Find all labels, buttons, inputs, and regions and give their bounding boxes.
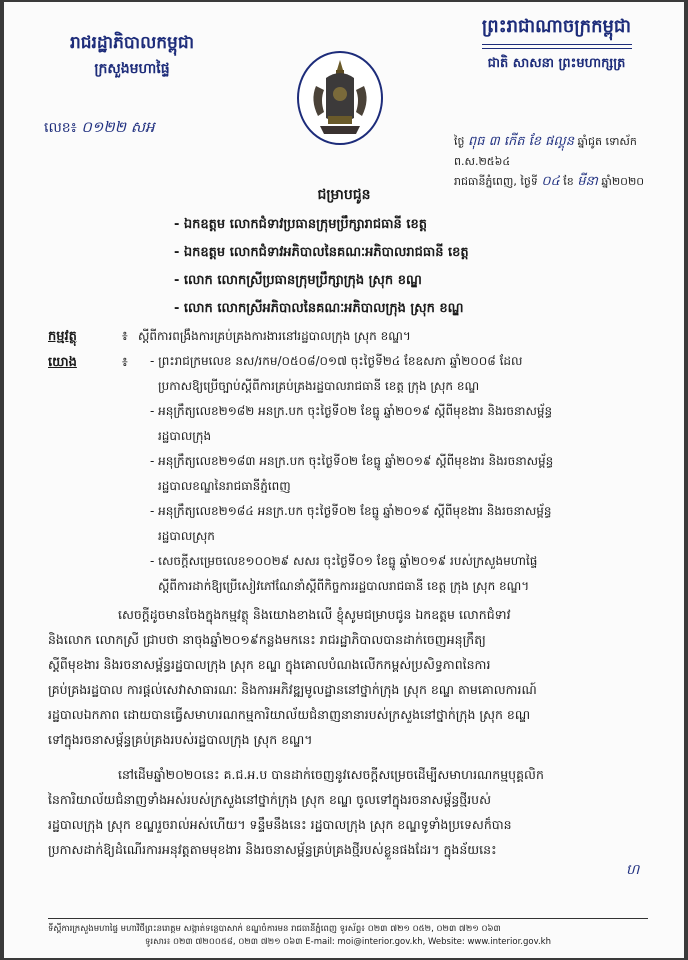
solar-prefix: រាជធានីភ្នំពេញ, ថ្ងៃទី: [454, 175, 538, 188]
footer-contact: ទូរសារ៖ ០២៣ ៧២០០៥៨, ០២៣ ៧២១ ០៦៣ E-mail: moi@interior.gov.kh, Website: www.interior.gov.kh: [145, 937, 551, 947]
reference-line: - អនុក្រឹត្យលេខ២១៨៤ អនក្រ.បក ចុះថ្ងៃទី០២ ខែធ្នូ ឆ្នាំ២០១៩ ស្តីពីមុខងារ និងរចនាសម្ព័ន្ធ: [150, 504, 552, 518]
reference-item: [150, 349, 670, 399]
reference-item: [150, 449, 670, 499]
paragraph-line: សេចក្តីដូចមានចែងក្នុងកម្មវត្ថុ និងយោងខាងលើ ខ្ញុំសូមជម្រាបជូន ឯកឧត្តម លោកជំទាវ: [118, 607, 511, 622]
reference-item: [150, 549, 670, 599]
reference-label: យោង: [48, 355, 77, 370]
document-page: [4, 2, 684, 958]
solar-year: ឆ្នាំ២០២០: [601, 175, 645, 188]
letter-title: ជម្រាបជូន: [317, 187, 371, 203]
paragraph-line: ប្រកាសដាក់ឱ្យដំណើរការអនុវត្តតាមមុខងារ និងរចនាសម្ព័ន្ធគ្រប់គ្រងថ្មីរបស់ខ្លួនផងដែរ។ ក្នុងន័យនេះ: [48, 842, 497, 857]
body-paragraph-1: [48, 602, 664, 752]
solar-day: ០៤: [541, 174, 560, 189]
paragraph-line: នៅដើមឆ្នាំ២០២០នេះ គ.ជ.អ.ប បានដាក់ចេញនូវសេចក្តីសម្រេចដើម្បីសមាហរណកម្មបុគ្គលិក: [118, 767, 544, 782]
reference-line: រដ្ឋបាលស្រុក: [158, 529, 215, 543]
footer-address: ទីស្តីការក្រសួងមហាផ្ទៃ មហាវិថីព្រះនរោត្តម សង្កាត់ទន្លេបាសាក់ ខណ្ឌចំការមន រាជធានីភ្នំពេញ ទូរស័ព្ទ៖ ០២៣ ៧២១ ០៥២, ០២៣ ៧២១ ០៦៣: [48, 924, 501, 934]
recipient-line: - ឯកឧត្តម លោកជំទាវប្រធានក្រុមប្រឹក្សារាជធានី ខេត្ត: [174, 217, 427, 232]
paragraph-line: គ្រប់គ្រងរដ្ឋបាល ការផ្តល់សេវាសាធារណៈ និងការអភិវឌ្ឍមូលដ្ឋាននៅថ្នាក់ក្រុង ស្រុក ខណ្ឌ តាមគោលការណ៍: [48, 682, 537, 697]
date-block: [454, 132, 684, 192]
reference-line: ស្តីពីការដាក់ឱ្យប្រើសៀវភៅណែនាំស្តីពីកិច្ចការរដ្ឋបាលរាជធានី ខេត្ត ក្រុង ស្រុក ខណ្ឌ។: [158, 579, 530, 593]
paragraph-line: ទៅក្នុងរចនាសម្ព័ន្ធគ្រប់គ្រងរបស់រដ្ឋបាលក្រុង ស្រុក ខណ្ឌ។: [48, 732, 313, 747]
reference-line: រដ្ឋបាលក្រុង: [158, 429, 212, 443]
recipient-line: - លោក លោកស្រីប្រធានក្រុមប្រឹក្សាក្រុង ស្រុក ខណ្ឌ: [174, 273, 422, 288]
subject-colon: ៖: [122, 329, 128, 344]
reference-list: [150, 349, 670, 599]
reference-item: [150, 499, 670, 549]
solar-month-label: ខែ: [563, 175, 574, 188]
government-header: [32, 32, 232, 80]
reference-number: [44, 118, 155, 140]
lunar-date: [454, 132, 684, 172]
lunar-handwritten: ពុធ ៣ កើត ខែ ផល្គុន: [467, 134, 575, 149]
subject-text: ស្តីពីការពង្រឹងការគ្រប់គ្រងការងារនៅរដ្ឋបាលក្រុង ស្រុក ខណ្ឌ។: [138, 329, 411, 343]
header-rule: [482, 44, 632, 49]
reference-item: [150, 399, 670, 449]
paragraph-line: រដ្ឋបាលឯកភាព ដោយបានធ្វើសមាហរណកម្មការិយាល័យជំនាញនានារបស់ក្រសួងនៅថ្នាក់ក្រុង ស្រុក ខណ្ឌ: [48, 707, 531, 722]
national-motto: ជាតិ សាសនា ព្រះមហាក្សត្រ: [487, 56, 626, 71]
ref-number: ០១២២ សអ: [81, 118, 155, 136]
subject-label: កម្មវត្ថុ: [48, 329, 77, 344]
paragraph-line: រដ្ឋបាលក្រុង ស្រុក ខណ្ឌរួចរាល់អស់ហើយ។ ទន្ទឹមនឹងនេះ រដ្ឋបាលក្រុង ស្រុក ខណ្ឌទូទាំងប្រទេសក៏បាន: [48, 817, 512, 832]
paragraph-line: ស្តីពីមុខងារ និងរចនាសម្ព័ន្ធរដ្ឋបាលក្រុង ស្រុក ខណ្ឌ ក្នុងគោលបំណងលើកកម្ពស់ប្រសិទ្ធភាពនៃការ: [48, 657, 491, 672]
reference-line: ប្រកាសឱ្យប្រើច្បាប់ស្តីពីការគ្រប់គ្រងរដ្ឋបាលរាជធានី ខេត្ត ក្រុង ស្រុក ខណ្ឌ: [158, 379, 480, 393]
reference-line: - អនុក្រឹត្យលេខ២១៨៣ អនក្រ.បក ចុះថ្ងៃទី០២ ខែធ្នូ ឆ្នាំ២០១៩ ស្តីពីមុខងារ និងរចនាសម្ព័ន្ធ: [150, 454, 554, 468]
reference-line: - សេចក្តីសម្រេចលេខ១០០២៩ សសរ ចុះថ្ងៃទី០១ ខែធ្នូ ឆ្នាំ២០១៩ របស់ក្រសួងមហាផ្ទៃ: [150, 554, 538, 568]
solar-month: មីនា: [577, 174, 598, 189]
reference-colon: ៖: [122, 355, 128, 370]
recipient-line: - ឯកឧត្តម លោកជំទាវអភិបាលនៃគណៈអភិបាលរាជធានី ខេត្ត: [174, 245, 469, 260]
lunar-suffix: ឆ្នាំជូត ទោស័ក ព.ស.២៥៦៤: [454, 135, 637, 168]
royal-emblem-icon: [296, 50, 384, 146]
paragraph-line: នៃការិយាល័យជំនាញទាំងអស់របស់ក្រសួងនៅថ្នាក់ក្រុង ស្រុក ខណ្ឌ ចូលទៅក្នុងរចនាសម្ព័ន្ធថ្មីរបស់: [48, 792, 492, 807]
recipient-line: - លោក លោកស្រីអភិបាលនៃគណៈអភិបាលក្រុង ស្រុក ខណ្ឌ: [174, 301, 464, 316]
reference-line: - អនុក្រឹត្យលេខ២១៨២ អនក្រ.បក ចុះថ្ងៃទី០២ ខែធ្នូ ឆ្នាំ២០១៩ ស្តីពីមុខងារ និងរចនាសម្ព័ន្ធ: [150, 404, 553, 418]
paragraph-line: និងលោក លោកស្រី ជ្រាបថា នាចុងឆ្នាំ២០១៩កន្លងមកនេះ រាជរដ្ឋាភិបាលបានដាក់ចេញអនុក្រឹត្យ: [48, 632, 486, 647]
lunar-prefix: ថ្ងៃ: [454, 135, 465, 148]
kingdom-title: ព្រះរាជាណាចក្រកម្ពុជា: [481, 16, 632, 37]
body-paragraph-2: [48, 762, 664, 862]
ref-label: លេខ៖: [44, 120, 77, 136]
government-title: រាជរដ្ឋាភិបាលកម្ពុជា: [69, 33, 195, 53]
ministry-name: ក្រសួងមហាផ្ទៃ: [94, 61, 170, 77]
reference-line: រដ្ឋបាលខណ្ឌនៃរាជធានីភ្នំពេញ: [158, 479, 291, 493]
handwritten-initial: ហ: [626, 862, 640, 878]
reference-line: - ព្រះរាជក្រមលេខ នស/រកម/០៥០៨/០១៧ ចុះថ្ងៃទី២៤ ខែឧសភា ឆ្នាំ២០០៨ ដែល: [150, 354, 523, 368]
letter-footer: [48, 918, 648, 949]
kingdom-header: [444, 14, 669, 74]
